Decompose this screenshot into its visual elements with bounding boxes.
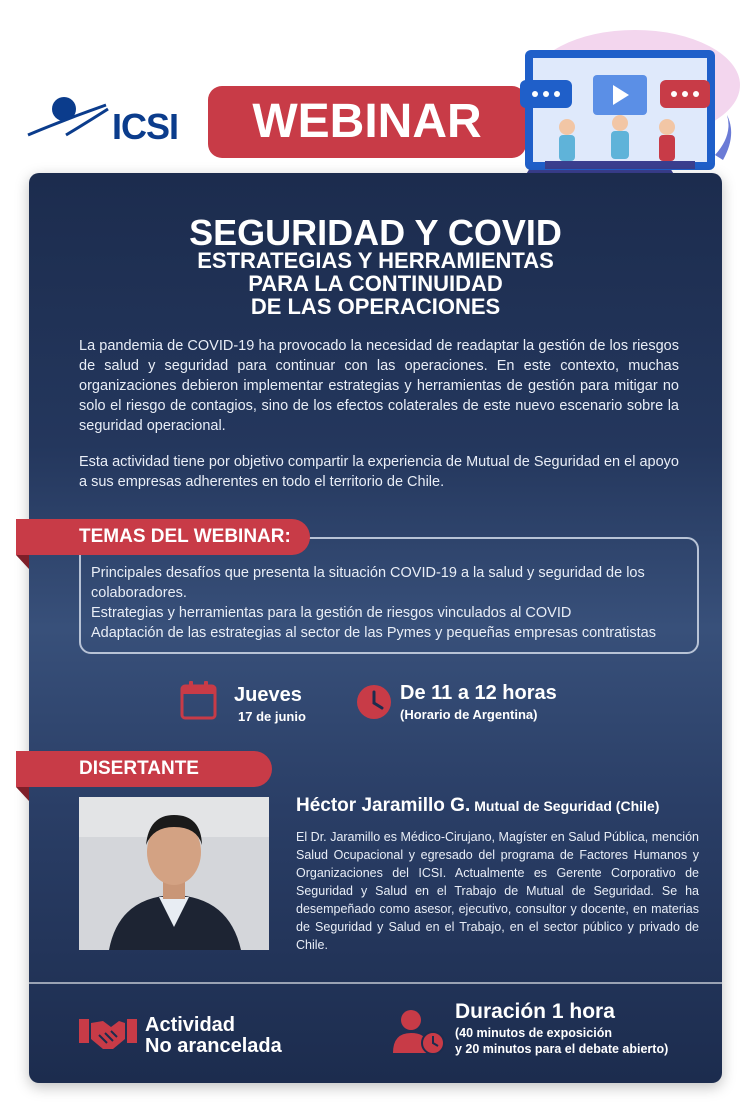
speaker-name [296,795,659,817]
logo-text: ICSI [112,106,179,147]
ribbon-fold [16,555,29,569]
calendar-icon [180,680,217,720]
speaker-bio: El Dr. Jaramillo es Médico-Cirujano, Magíster en Salud Pública, mención Salud Ocupacional y egresado del programa de Factores Humanos y Organizaciones del ICSI. Actualmente es Gerente Corporativo de Seguridad y Salud en el Trabajo de Mutual de Seguridad. Se ha desempeñado como asesor, ejecutivo, consultor y docente, en materias de Seguridad y Salud en el Trabajo, en el sector público y privado de Chile. [296,830,699,952]
event-day: Jueves [234,684,302,706]
page-title: SEGURIDAD Y COVID [189,212,562,253]
topics-heading: TEMAS DEL WEBINAR: [16,519,310,555]
event-timezone: (Horario de Argentina) [400,707,538,722]
topic-item: Adaptación de las estrategias al sector de las Pymes y pequeñas empresas contratistas [91,625,656,641]
icsi-logo-mark-icon [26,95,116,145]
duration-line-2: y 20 minutos para el debate abierto) [455,1042,669,1056]
person-clock-icon [391,1009,447,1055]
speaker-photo [79,797,269,950]
ribbon-fold [16,787,29,801]
duration-title: Duración 1 hora [455,1000,615,1023]
activity-line-2: No arancelada [145,1035,282,1057]
subtitle-line-3: DE LAS OPERACIONES [250,294,501,319]
event-date: 17 de junio [238,709,306,724]
clock-icon [356,684,392,720]
activity-line-1: Actividad [145,1014,236,1036]
webinar-banner: WEBINAR [208,86,526,158]
intro-paragraph-2: Esta actividad tiene por objetivo compartir la experiencia de Mutual de Seguridad en el apoyo a sus empresas adherentes en todo el territorio de Chile. [79,454,679,490]
subtitle-line-2: PARA LA CONTINUIDAD [248,271,503,296]
handshake-icon [79,1015,137,1051]
intro-paragraph-1: La pandemia de COVID-19 ha provocado la necesidad de readaptar la gestión de los riesgos de salud y seguridad para continuar con las operaciones. En este contexto, muchas organizaciones debieron implementar estrategias y herramientas de gestión para mitigar no solo el riesgo de contagios, sino de los efectos colaterales de este nuevo escenario sobre la seguridad operacional. [79,338,679,434]
duration-line-1: (40 minutos de exposición [455,1026,612,1040]
speaker-name-text: Héctor Jaramillo G. [296,795,471,816]
duration-detail [455,1025,668,1057]
speaker-heading: DISERTANTE [16,751,272,787]
topic-item: Principales desafíos que presenta la situación COVID-19 a la salud y seguridad de los colaboradores. [91,565,645,601]
speaker-organization: Mutual de Seguridad (Chile) [474,798,660,814]
event-time: De 11 a 12 horas [400,682,557,704]
activity-label [145,1015,282,1057]
subtitle-line-1: ESTRATEGIAS Y HERRAMIENTAS [197,248,554,273]
topic-item: Estrategias y herramientas para la gestión de riesgos vinculados al COVID [91,605,572,621]
footer-divider [29,982,722,984]
